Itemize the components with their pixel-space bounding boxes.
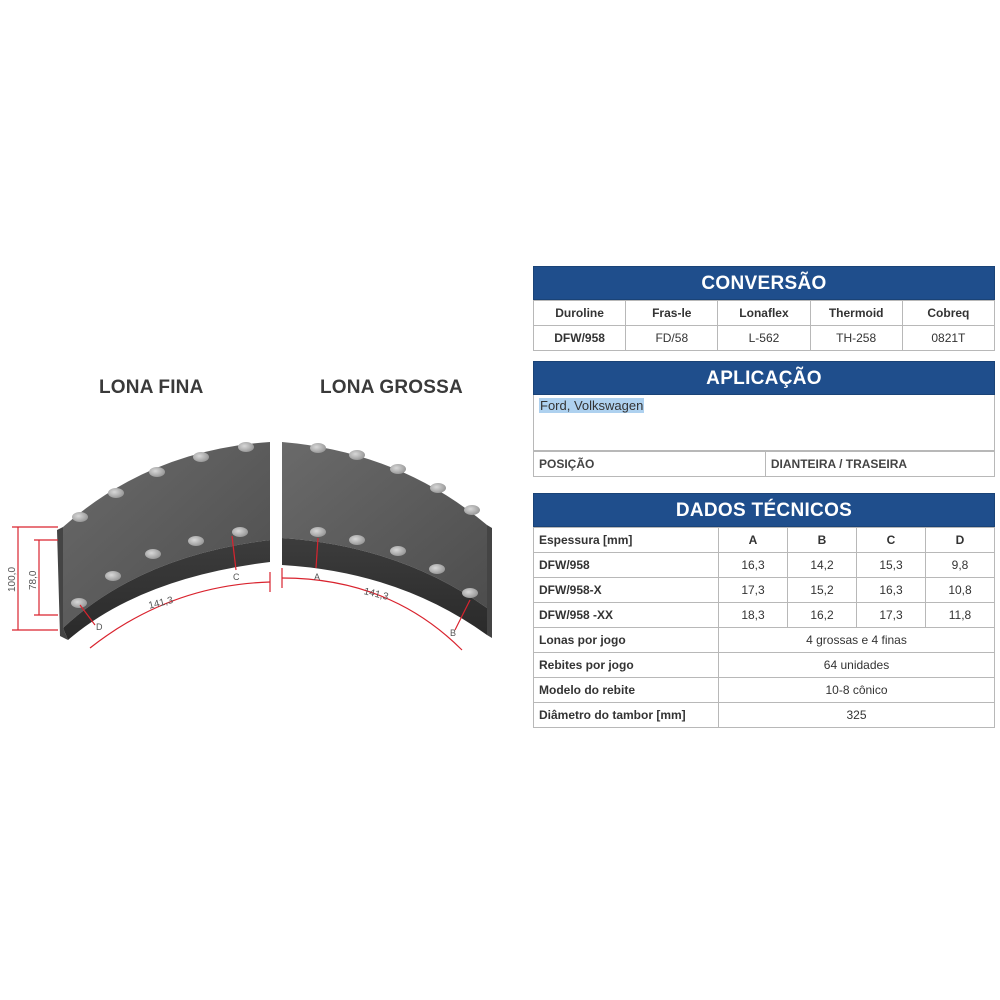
position-row (534, 452, 995, 477)
brake-lining-illustration (0, 0, 533, 700)
table-row (534, 553, 995, 578)
table-row (534, 578, 995, 603)
position-label: POSIÇÃO (534, 452, 766, 477)
cell: 15,3 (857, 553, 926, 578)
brand-cell: Fras-le (626, 301, 718, 326)
row-label: DFW/958-X (534, 578, 719, 603)
thickness-table (533, 527, 995, 728)
row-label: DFW/958 -XX (534, 603, 719, 628)
brand-cell: Thermoid (810, 301, 902, 326)
thickness-header-label: Espessura [mm] (534, 528, 719, 553)
spec-value: 64 unidades (719, 653, 995, 678)
label-lona-grossa: LONA GROSSA (320, 377, 463, 398)
conversao-header: CONVERSÃO (533, 266, 995, 300)
dim-arc-left: 141,3 (147, 594, 175, 612)
spec-value: 325 (719, 703, 995, 728)
spec-row (534, 628, 995, 653)
application-box (533, 395, 995, 451)
dim-arc-right: 141,3 (362, 586, 390, 603)
code-cell: DFW/958 (534, 326, 626, 351)
conversao-table (533, 300, 995, 351)
cell: 11,8 (926, 603, 995, 628)
spec-value: 4 grossas e 4 finas (719, 628, 995, 653)
table-row (534, 603, 995, 628)
dados-tecnicos-header: DADOS TÉCNICOS (533, 493, 995, 527)
position-value: DIANTEIRA / TRASEIRA (765, 452, 994, 477)
col-b: B (788, 528, 857, 553)
col-a: A (719, 528, 788, 553)
spec-row (534, 703, 995, 728)
thickness-header-row (534, 528, 995, 553)
code-cell: 0821T (902, 326, 994, 351)
spec-label: Diâmetro do tambor [mm] (534, 703, 719, 728)
cell: 16,2 (788, 603, 857, 628)
lona-fina-shape (57, 442, 270, 640)
dados-tecnicos-panel (533, 493, 995, 728)
mark-a: A (314, 572, 321, 582)
spec-label: Rebites por jogo (534, 653, 719, 678)
code-cell: TH-258 (810, 326, 902, 351)
dim-height-outer: 100,0 (7, 566, 18, 592)
label-lona-fina: LONA FINA (99, 377, 204, 398)
mark-d: D (96, 622, 103, 632)
row-label: DFW/958 (534, 553, 719, 578)
spec-label: Modelo do rebite (534, 678, 719, 703)
cell: 18,3 (719, 603, 788, 628)
spec-row (534, 678, 995, 703)
conversao-panel (533, 266, 995, 351)
spec-label: Lonas por jogo (534, 628, 719, 653)
code-cell: L-562 (718, 326, 810, 351)
position-table (533, 451, 995, 477)
lona-grossa-shape (282, 442, 492, 638)
cell: 10,8 (926, 578, 995, 603)
cell: 17,3 (719, 578, 788, 603)
cell: 14,2 (788, 553, 857, 578)
cell: 16,3 (719, 553, 788, 578)
code-cell: FD/58 (626, 326, 718, 351)
brand-cell: Duroline (534, 301, 626, 326)
aplicacao-panel (533, 361, 995, 477)
spec-row (534, 653, 995, 678)
brand-row (534, 301, 995, 326)
col-c: C (857, 528, 926, 553)
cell: 9,8 (926, 553, 995, 578)
mark-c: C (233, 572, 240, 582)
application-vehicles: Ford, Volkswagen (540, 398, 644, 413)
cell: 15,2 (788, 578, 857, 603)
cell: 17,3 (857, 603, 926, 628)
brand-cell: Cobreq (902, 301, 994, 326)
brand-cell: Lonaflex (718, 301, 810, 326)
aplicacao-header: APLICAÇÃO (533, 361, 995, 395)
dim-height-inner: 78,0 (28, 570, 39, 590)
col-d: D (926, 528, 995, 553)
mark-b: B (450, 628, 457, 638)
code-row (534, 326, 995, 351)
spec-value: 10-8 cônico (719, 678, 995, 703)
cell: 16,3 (857, 578, 926, 603)
